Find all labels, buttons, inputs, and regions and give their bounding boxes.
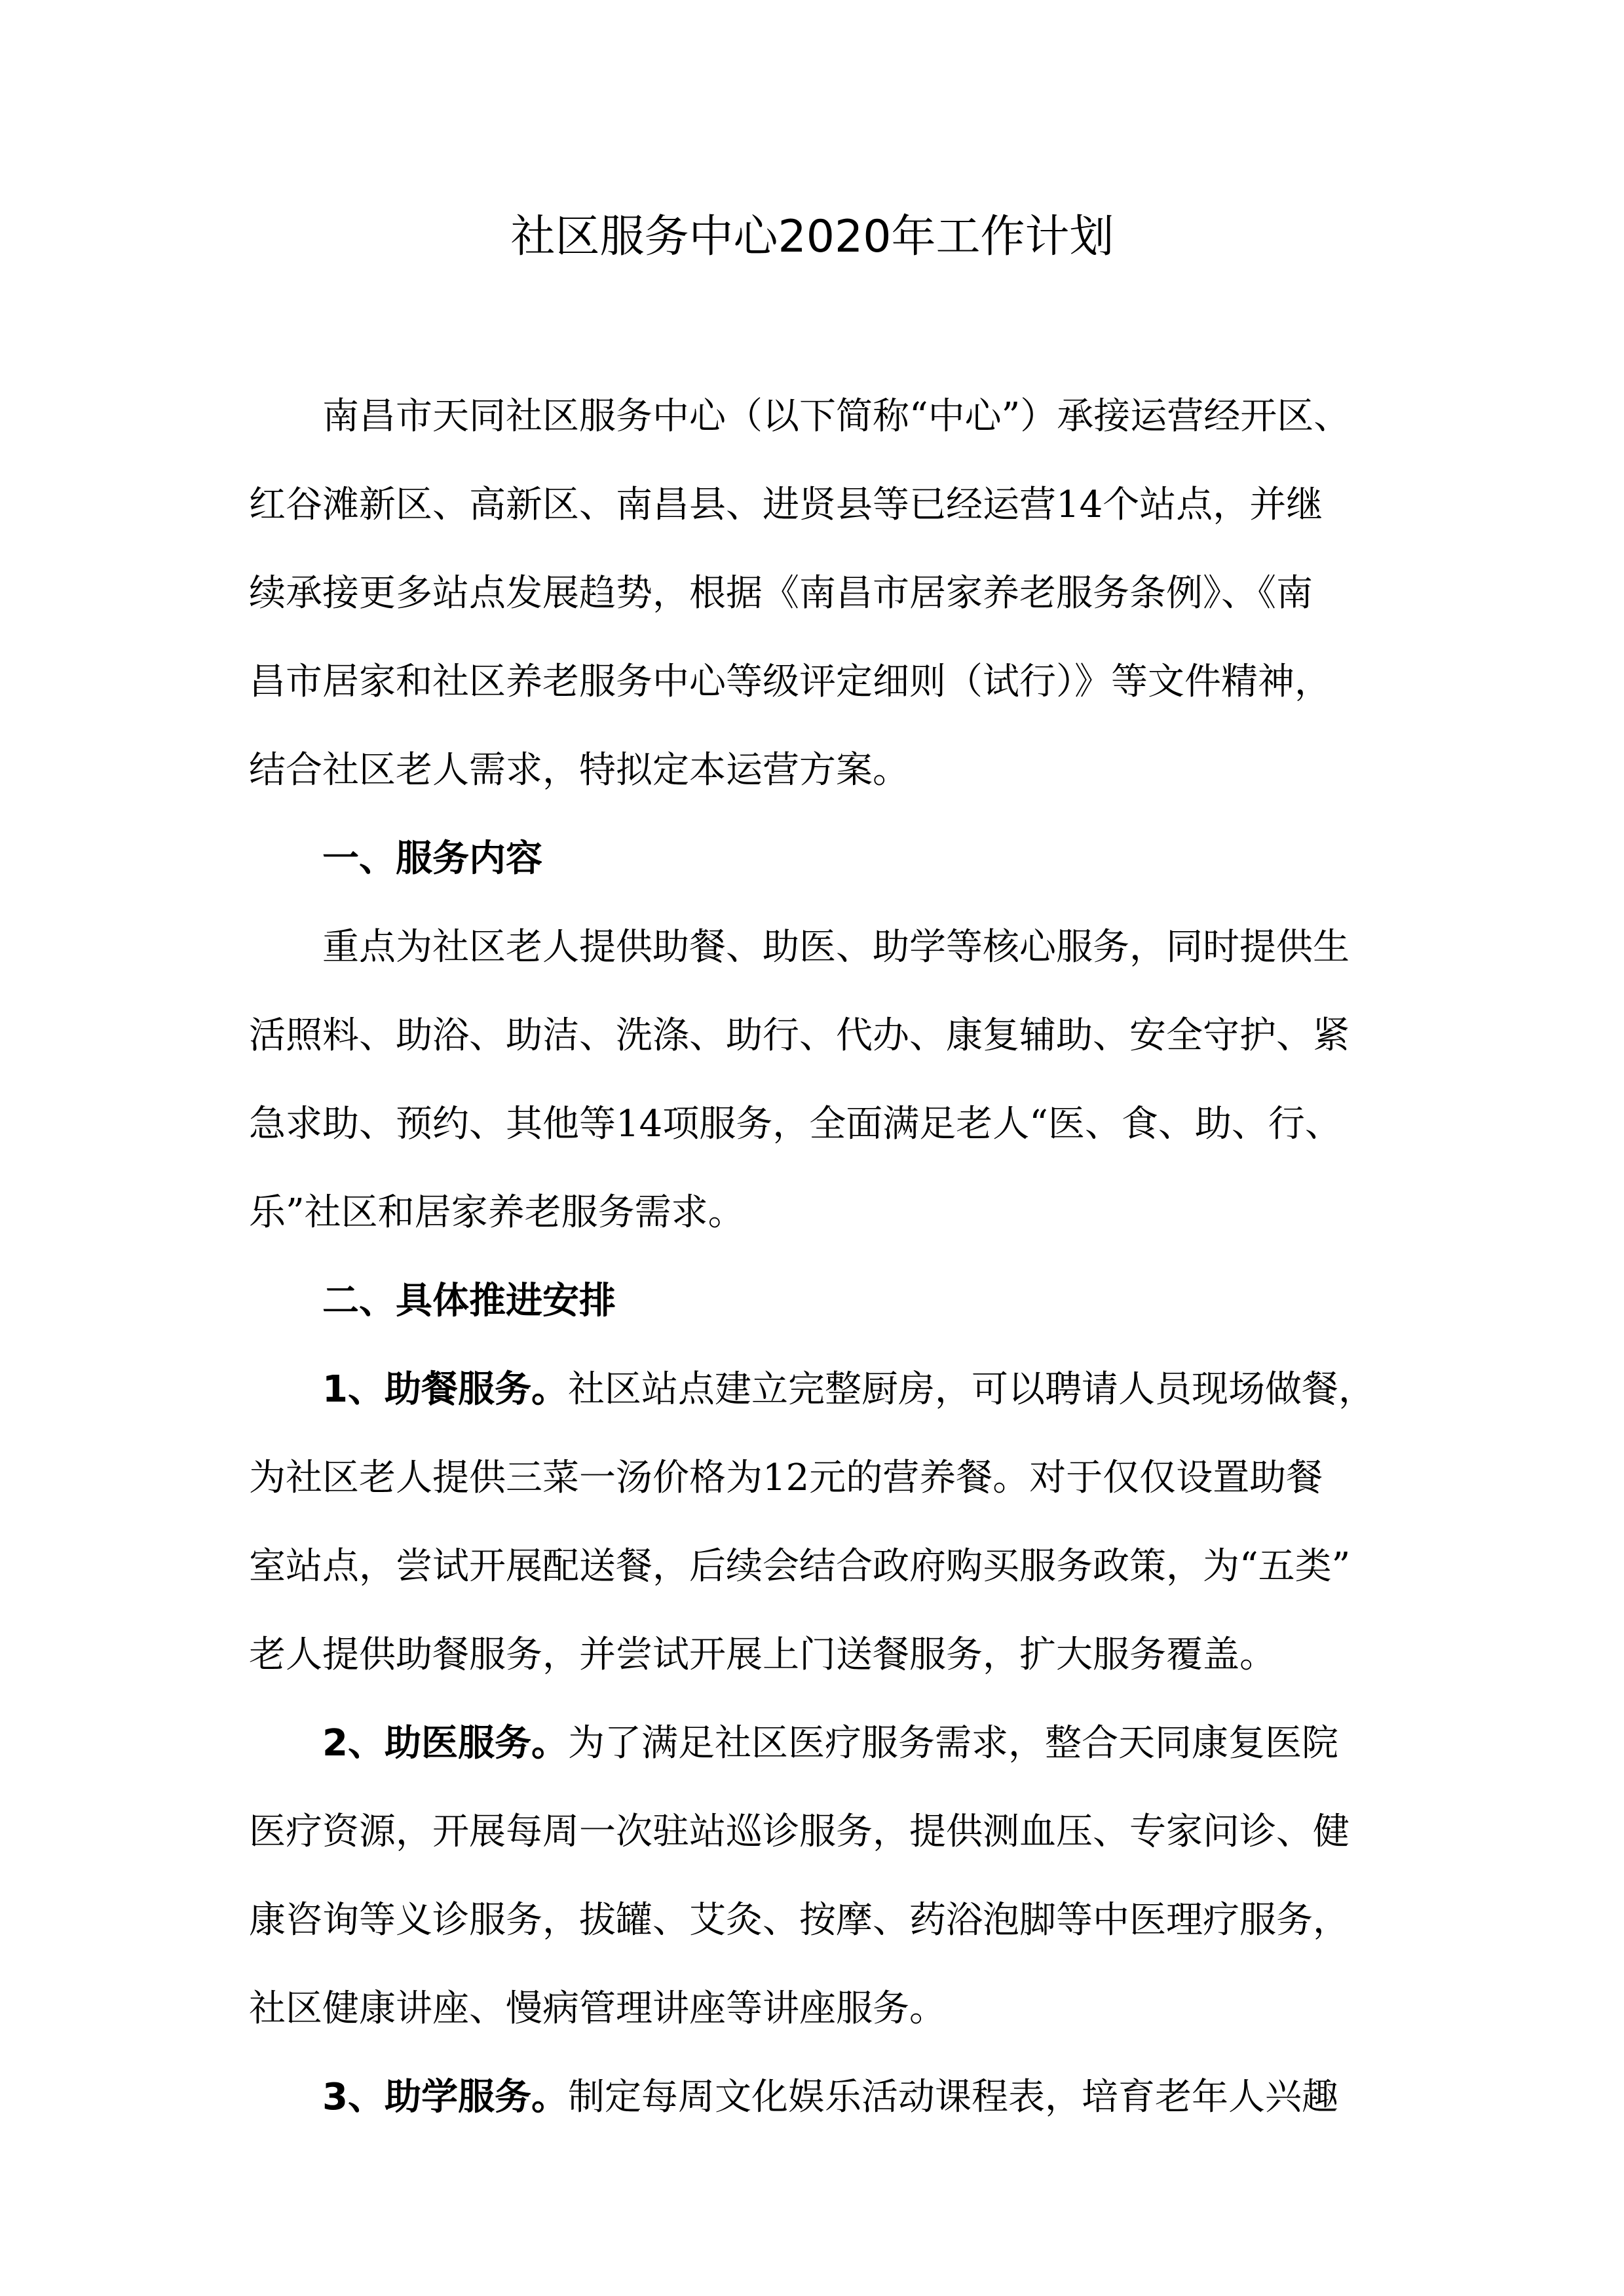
item-lead: 1、助餐服务。 [322,1368,568,1411]
item-text: 为了满足社区医疗服务需求，整合天同康复医院 [567,1722,1338,1765]
item-medical-service [249,1699,1376,2053]
item-learning-service [249,2053,1376,2141]
item-line: 康咨询等义诊服务，拔罐、艾灸、按摩、药浴泡脚等中医理疗服务， [249,1899,1350,1942]
section-heading-text: 一、服务内容 [322,837,542,880]
section-heading-1 [249,814,1376,903]
page-title: 社区服务中心2020年工作计划 [510,211,1114,263]
section1-line: 乐”社区和居家养老服务需求。 [249,1191,745,1234]
item-line: 社区健康讲座、慢病管理讲座等讲座服务。 [249,1987,946,2030]
item-lead: 2、助医服务。 [322,1722,568,1765]
section1-paragraph [249,903,1376,1257]
item-first-line [249,2053,1376,2141]
item-line: 室站点，尝试开展配送餐，后续会结合政府购买服务政策，为“五类” [249,1545,1351,1588]
intro-line: 南昌市天同社区服务中心（以下简称“中心”）承接运营经开区、 [322,395,1351,438]
intro-paragraph [249,372,1376,814]
section1-line: 急求助、预约、其他等14项服务，全面满足老人“医、食、助、行、 [249,1103,1342,1145]
item-first-line [249,1345,1376,1434]
section1-line: 活照料、助浴、助洁、洗涤、助行、代办、康复辅助、安全守护、紧 [249,1014,1350,1057]
intro-line: 续承接更多站点发展趋势，根据《南昌市居家养老服务条例》、《南 [249,572,1313,615]
item-line: 为社区老人提供三菜一汤价格为12元的营养餐。对于仅仅设置助餐 [249,1457,1323,1499]
intro-line: 结合社区老人需求，特拟定本运营方案。 [249,749,909,792]
item-line: 老人提供助餐服务，并尝试开展上门送餐服务，扩大服务覆盖。 [249,1634,1276,1676]
item-meal-service [249,1345,1376,1699]
item-text: 社区站点建立完整厨房，可以聘请人员现场做餐， [567,1368,1375,1411]
section-heading-text: 二、具体推进安排 [322,1280,616,1322]
section-heading-2 [249,1257,1376,1345]
item-line: 医疗资源，开展每周一次驻站巡诊服务，提供测血压、专家问诊、健 [249,1810,1350,1853]
intro-line: 红谷滩新区、高新区、南昌县、进贤县等已经运营14个站点，并继 [249,484,1323,526]
section1-line: 重点为社区老人提供助餐、助医、助学等核心服务，同时提供生 [322,926,1350,968]
item-first-line [249,1699,1376,1788]
intro-line: 昌市居家和社区养老服务中心等级评定细则（试行）》等文件精神， [249,660,1331,703]
item-text: 制定每周文化娱乐活动课程表，培育老年人兴趣 [567,2076,1338,2118]
item-lead: 3、助学服务。 [322,2076,568,2118]
